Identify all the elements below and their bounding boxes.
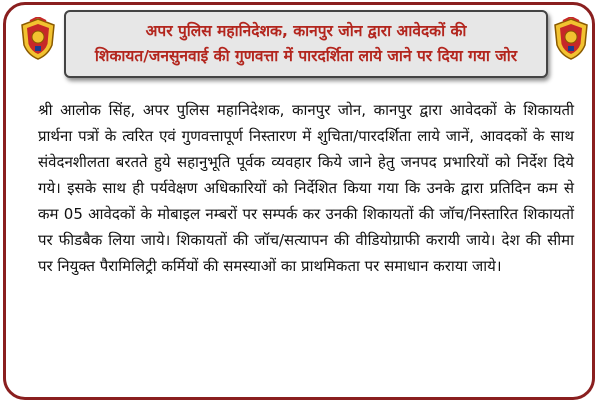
police-emblem-icon xyxy=(551,17,591,61)
headline-box xyxy=(64,10,548,78)
press-release-paragraph: श्री आलोक सिंह, अपर पुलिस महानिदेशक, कानपुर जोन, कानपुर द्वारा आवेदकों के शिकायती प्रार्थना पत्रों के त्वरित एवं गुणवत्तापूर्ण निस्तारण में शुचिता/पारदर्शिता लाये जानें, आवदकों के साथ संवेदनशीलता बरतते हुये सहानुभूति पूर्वक व्यवहार किये जाने हेतु जनपद प्रभारियों को निर्देश दिये गये। इसके साथ ही पर्यवेक्षण अधिकारियों को निर्देशित किया गया कि उनके द्वारा प्रतिदिन कम से कम 05 आवेदकों के मोबाइल नम्बरों पर सम्पर्क कर उनकी शिकायतों की जॉच/निस्तारित शिकायतों पर फीडबैक लिया जाये। शिकायतों की जॉच/सत्यापन की वीडियोग्राफी करायी जाये। देश की सीमा पर नियुक्त पैरामिलिट्री कर्मियों की समस्याओं का प्राथमिकता पर समाधान कराया जाये। xyxy=(38,101,574,275)
headline-line-2: शिकायत/जनसुनवाई की गुणवत्ता में पारदर्शिता लाये जाने पर दिया गया जोर xyxy=(94,47,518,65)
headline-line-1: अपर पुलिस महानिदेशक, कानपुर जोन द्वारा आवेदकों की xyxy=(145,22,467,40)
police-emblem-icon xyxy=(18,17,58,61)
page-frame xyxy=(3,2,595,400)
